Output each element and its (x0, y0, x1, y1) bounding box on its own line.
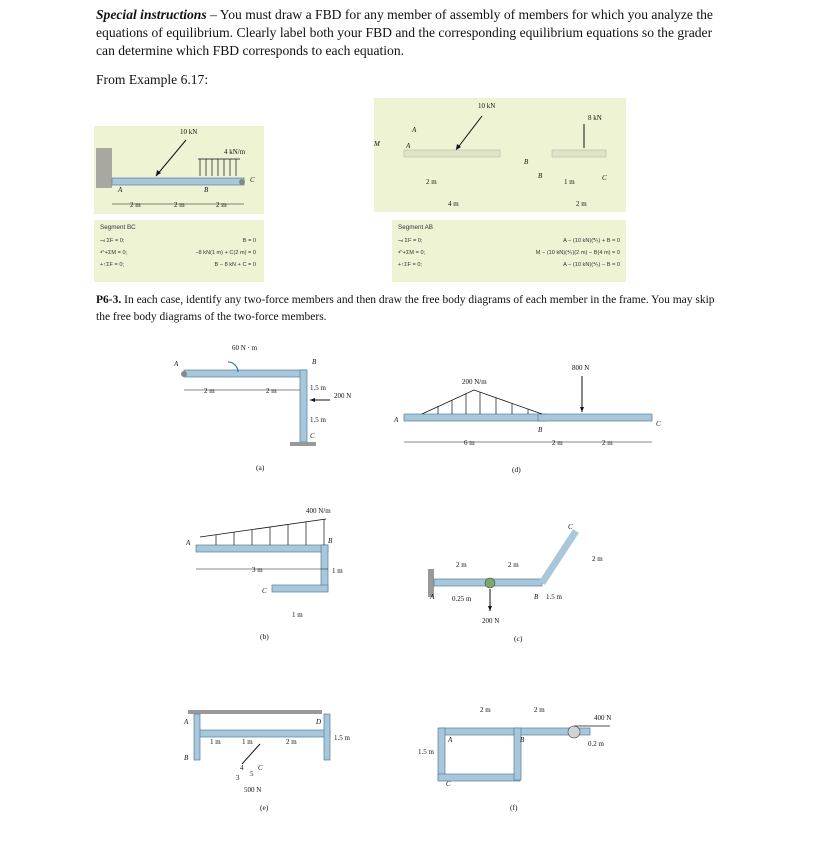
member-ab (196, 545, 328, 552)
bc-result-1: B = 0 (242, 238, 256, 244)
dim-d2: 2 m (552, 439, 563, 447)
label-c: C (310, 432, 315, 440)
force-arrow-500n (242, 744, 260, 764)
label-a: A (406, 142, 411, 150)
arrowhead (488, 606, 492, 611)
dim-h1: 2 m (592, 555, 603, 563)
caption-d: (d) (512, 465, 521, 474)
slope-a: 4 (240, 764, 244, 772)
diagram-d (392, 360, 682, 475)
dim-d1: 2 m (204, 387, 215, 395)
force-label: 200 N (334, 392, 352, 400)
dim-h1: 1 m (332, 567, 343, 575)
example-left-figure (94, 126, 264, 214)
member-vert-d (324, 714, 330, 760)
instructions-text: – You must draw a FBD for any member of assembly of members for which you analyze the equations of equilibrium. Clearly label both your FBD and the corresponding equilibrium equations so the grader can determine which FBD corresponds to each equation. (96, 7, 713, 58)
special-instructions (96, 6, 716, 60)
ay-label: A (412, 126, 417, 134)
dim-d2: 1 m (242, 738, 253, 746)
label-b: B (204, 186, 209, 194)
load-10kn-label: 10 kN (180, 128, 198, 136)
label-c: C (656, 420, 661, 428)
caption-b: (b) (260, 632, 269, 641)
member-bc (300, 370, 307, 442)
dim-d1: 2 m (480, 706, 491, 714)
trapezoid-load (200, 519, 326, 537)
dim-3: 2 m (216, 201, 227, 209)
label-a: A (174, 360, 179, 368)
bc-result-2: −8 kN(1 m) + C(2 m) = 0 (195, 250, 256, 256)
force-label: 500 N (244, 786, 262, 794)
dim-h1: 1.5 m (334, 734, 350, 742)
arrowhead (580, 407, 584, 412)
ab-eq-2: ↶+ΣM = 0; (398, 250, 426, 256)
member-bc (538, 414, 652, 421)
ab-result-3: A − (10 kN)(⅘) − B = 0 (563, 262, 620, 268)
dim-1: 2 m (426, 178, 437, 186)
ceiling (188, 710, 322, 714)
ab-eq-1: ⥗ ΣF = 0; (398, 238, 423, 244)
dim-d1: 1 m (210, 738, 221, 746)
member-ad (198, 730, 330, 737)
diagram-b (176, 505, 376, 640)
ab-eq-3: +↑ΣF = 0; (398, 262, 422, 268)
dim-d2: 2 m (266, 387, 277, 395)
dim-d2: 2 m (534, 706, 545, 714)
cy-label: C (602, 174, 607, 182)
label-b: B (312, 358, 317, 366)
pin-a (181, 371, 187, 377)
moment-label: 60 N · m (232, 344, 258, 352)
diagram-a (170, 340, 370, 475)
pulley (485, 578, 495, 588)
dim-d3: 2 m (286, 738, 297, 746)
force-label: 400 N (594, 714, 612, 722)
bc-eq-1: ⥗ ΣF = 0; (100, 238, 125, 244)
member-ab (404, 414, 546, 421)
example-right-figure (374, 98, 626, 212)
segment-bc-title: Segment BC (100, 224, 136, 231)
problem-statement (96, 292, 726, 326)
arrowhead (310, 398, 315, 402)
bc-result-3: B − 8 kN + C = 0 (214, 262, 256, 268)
triangular-load (422, 390, 542, 414)
caption-f: (f) (510, 803, 518, 812)
roller-c (239, 179, 245, 185)
member-vert (438, 728, 445, 780)
label-a: A (118, 186, 123, 194)
dim-d3: 1.5 m (546, 593, 562, 601)
label-d: D (316, 718, 322, 726)
label-b: B (328, 537, 333, 545)
dim-r: 0.2 m (588, 740, 604, 748)
problem-text: In each case, identify any two-force members and then draw the free body diagrams of each member in the frame. You may skip the free body diagrams of the two-force members. (96, 294, 715, 323)
force-label: 800 N (572, 364, 590, 372)
dim-2: 2 m (174, 201, 185, 209)
bc-eq-3: +↑ΣF = 0; (100, 262, 124, 268)
dim-d1: 6 m (464, 439, 475, 447)
label-a: A (394, 416, 399, 424)
ab-result-1: A − (10 kN)(⅗) + B = 0 (563, 238, 620, 244)
member-vert-a (194, 714, 200, 760)
label-b: B (534, 593, 539, 601)
segment-bc-equations (94, 220, 264, 282)
label-a: A (186, 539, 191, 547)
label-b: B (184, 754, 189, 762)
dim-h1: 1.5 m (418, 748, 434, 756)
caption-a: (a) (256, 463, 265, 472)
example-reference: From Example 6.17: (96, 72, 209, 87)
dim-d1: 3 m (252, 566, 263, 574)
member-vert (321, 545, 328, 591)
label-c: C (258, 764, 263, 772)
dim-3: 1 m (564, 178, 575, 186)
dim-1: 2 m (130, 201, 141, 209)
dim-d2: 2 m (508, 561, 519, 569)
problem-number: P6-3. (96, 294, 122, 306)
force-label: 200 N (482, 617, 500, 625)
member-bc (542, 531, 576, 583)
label-c: C (262, 587, 267, 595)
dim-h2: 1.5 m (310, 416, 326, 424)
member-ab (184, 370, 306, 377)
load-label: 400 N/m (306, 507, 331, 515)
by-label: B (538, 172, 543, 180)
dist-load-label: 4 kN/m (224, 148, 246, 156)
load-10kn-label: 10 kN (478, 102, 496, 110)
dim-4: 2 m (576, 200, 587, 208)
label-c: C (568, 523, 573, 531)
diagram-e (176, 700, 376, 815)
load-arrows (438, 392, 528, 414)
moment-label: M (374, 140, 380, 148)
wall-support (96, 148, 112, 188)
slope-b: 3 (236, 774, 240, 782)
slope-c: 5 (250, 770, 254, 778)
beam-abc (112, 178, 244, 185)
diagram-c (426, 515, 626, 645)
label-c: C (250, 176, 255, 184)
pulley (568, 726, 580, 738)
caption-c: (c) (514, 634, 523, 643)
label-b: B (538, 426, 543, 434)
label-b: B (520, 736, 525, 744)
label-a: A (184, 718, 189, 726)
member-bottom (272, 585, 328, 592)
caption-e: (e) (260, 803, 269, 812)
label-a: A (448, 736, 453, 744)
dim-2: 4 m (448, 200, 459, 208)
dim-h1: 1.5 m (310, 384, 326, 392)
segment-ab-equations (392, 220, 626, 282)
instructions-lead: Special instructions (96, 7, 207, 22)
bx-label: B (524, 158, 529, 166)
dim-d3: 2 m (602, 439, 613, 447)
load-8kn-label: 8 kN (588, 114, 602, 122)
dim-h2: 0.25 m (452, 595, 472, 603)
diagram-f (414, 700, 654, 815)
bc-eq-2: ↶+ΣM = 0; (100, 250, 128, 256)
ab-result-2: M − (10 kN)(⅘)(2 m) − B(4 m) = 0 (535, 250, 620, 256)
label-a: A (430, 593, 435, 601)
dim-d1: 2 m (456, 561, 467, 569)
segment-bc (552, 150, 606, 157)
ground-c (290, 442, 316, 446)
segment-ab-title: Segment AB (398, 224, 434, 231)
load-label: 200 N/m (462, 378, 487, 386)
segment-ab (404, 150, 500, 157)
dim-d2: 1 m (292, 611, 303, 619)
label-c: C (446, 780, 451, 788)
